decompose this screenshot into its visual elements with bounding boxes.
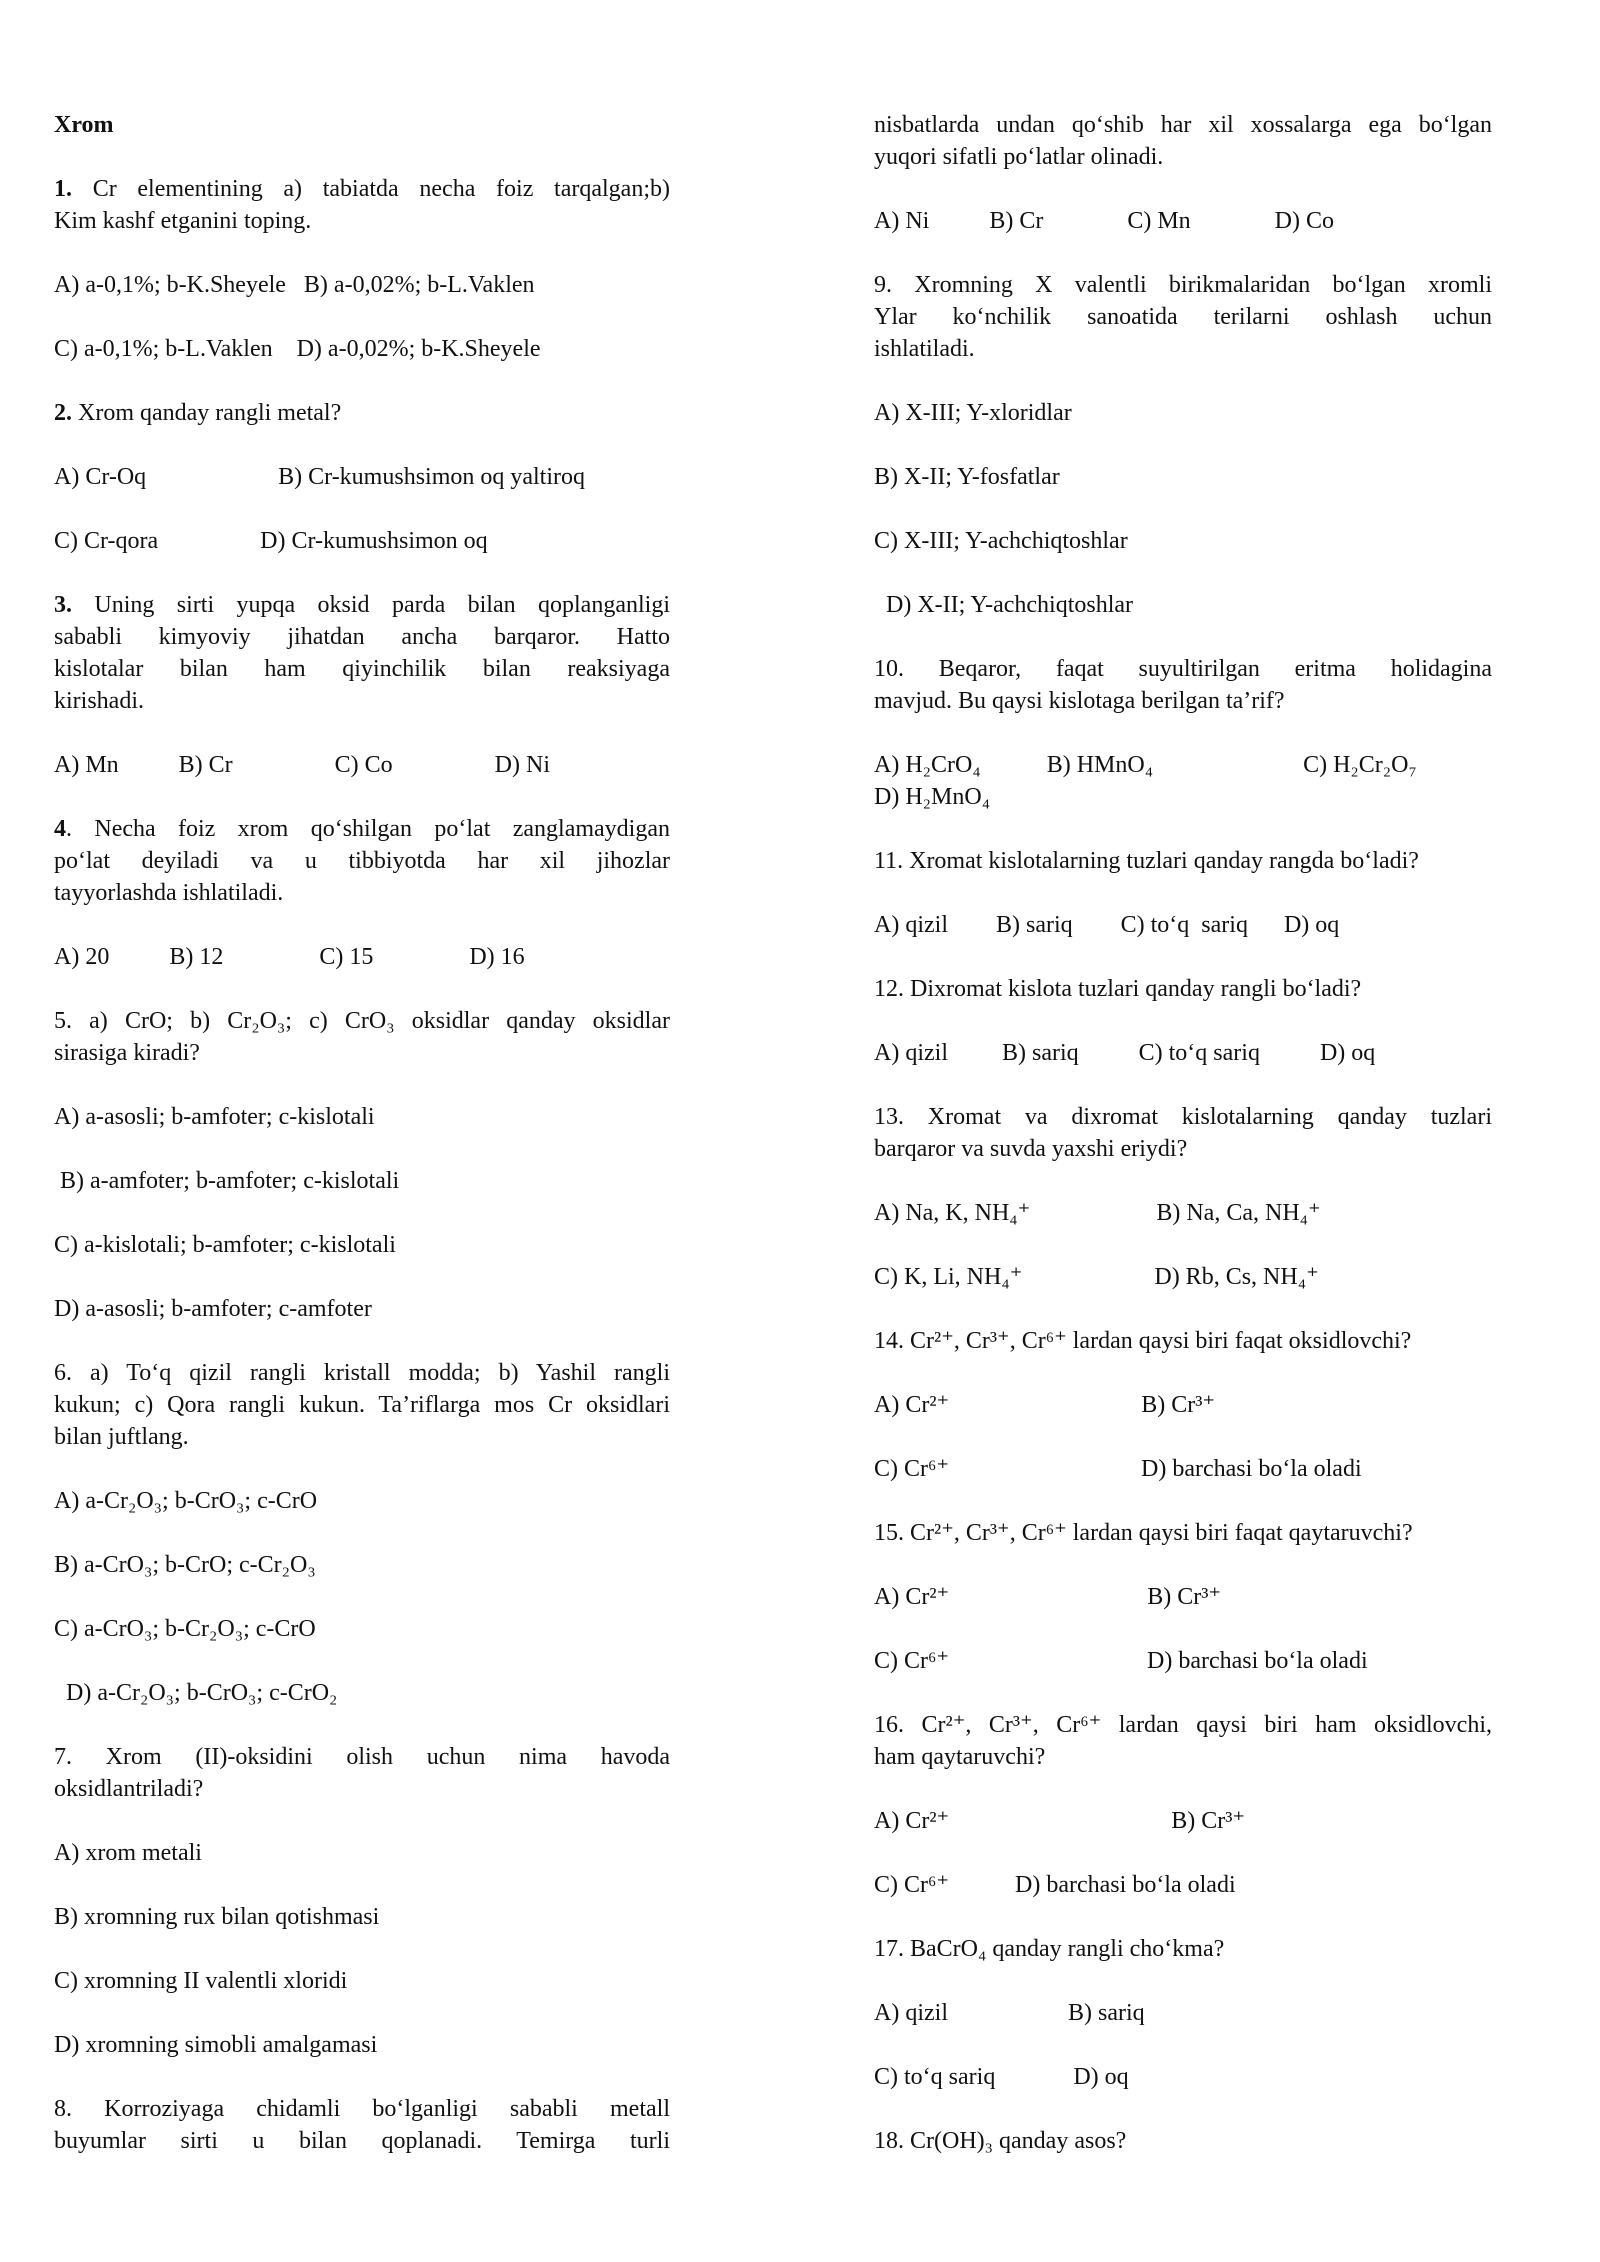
text-line: 3. Uning sirti yupqa oksid parda bilan qoplanganligi [54,592,670,618]
text-line: 6. a) To‘q qizil rangli kristall modda; b) Yashil rangli [54,1360,670,1386]
text-line: A) H₂CrO₄ B) HMnO₄ C) H₂Cr₂O₇ [874,752,1417,778]
text-line: A) Cr-Oq B) Cr-kumushsimon oq yaltiroq [54,464,586,490]
text-line: 13. Xromat va dixromat kislotalarning qanday tuzlari [874,1104,1492,1130]
text-line: A) 20 B) 12 C) 15 D) 16 [54,944,525,970]
text-line: Ylar ko‘nchilik sanoatida terilarni oshlash uchun [874,304,1492,330]
text-line: 1. Cr elementining a) tabiatda necha foiz tarqalgan;b) [54,176,670,202]
text-line: A) Na, K, NH₄⁺ B) Na, Ca, NH₄⁺ [874,1200,1321,1226]
text-line: B) xromning rux bilan qotishmasi [54,1904,380,1930]
text-line: D) H₂MnO₄ [874,784,991,810]
text-line: C) xromning II valentli xloridi [54,1968,348,1994]
text-line: A) a-Cr₂O₃; b-CrO₃; c-CrO [54,1488,318,1514]
text-line: 17. BaCrO₄ qanday rangli cho‘kma? [874,1936,1225,1962]
text-line: 15. Cr²⁺, Cr³⁺, Cr⁶⁺ lardan qaysi biri faqat qaytaruvchi? [874,1520,1413,1546]
text-line: Kim kashf etganini toping. [54,208,312,234]
text-line: ishlatiladi. [874,336,975,362]
text-line: oksidlantriladi? [54,1776,204,1802]
text-line: A) qizil B) sariq C) to‘q sariq D) oq [874,912,1340,938]
text-line: Xrom [54,112,114,138]
text-line: A) Mn B) Cr C) Co D) Ni [54,752,550,778]
text-line: bilan juftlang. [54,1424,189,1450]
text-line: C) to‘q sariq D) oq [874,2064,1129,2090]
text-line: A) xrom metali [54,1840,202,1866]
text-line: A) Cr²⁺ B) Cr³⁺ [874,1392,1216,1418]
text-line: D) X-II; Y-achchiqtoshlar [874,592,1134,618]
text-line: A) Ni B) Cr C) Mn D) Co [874,208,1334,234]
text-line: 8. Korroziyaga chidamli bo‘lganligi sababli metall [54,2096,670,2122]
text-line: barqaror va suvda yaxshi eriydi? [874,1136,1188,1162]
text-line: A) X-III; Y-xloridlar [874,400,1072,426]
text-line: C) Cr⁶⁺ D) barchasi bo‘la oladi [874,1456,1362,1482]
text-line: 9. Xromning X valentli birikmalaridan bo‘lgan xromli [874,272,1492,298]
text-line: D) a-Cr₂O₃; b-CrO₃; c-CrO₂ [54,1680,338,1706]
text-line: buyumlar sirti u bilan qoplanadi. Temirga turli [54,2128,670,2154]
text-line: 11. Xromat kislotalarning tuzlari qanday rangda bo‘ladi? [874,848,1419,874]
text-line: B) a-CrO₃; b-CrO; c-Cr₂O₃ [54,1552,316,1578]
text-line: ham qaytaruvchi? [874,1744,1046,1770]
text-line: tayyorlashda ishlatiladi. [54,880,284,906]
text-line: kukun; c) Qora rangli kukun. Ta’riflarga mos Cr oksidlari [54,1392,670,1418]
text-line: 10. Beqaror, faqat suyultirilgan eritma holidagina [874,656,1492,682]
text-line: 12. Dixromat kislota tuzlari qanday rangli bo‘ladi? [874,976,1362,1002]
text-line: mavjud. Bu qaysi kislotaga berilgan ta’rif? [874,688,1285,714]
text-line: A) qizil B) sariq C) to‘q sariq D) oq [874,1040,1376,1066]
text-line: C) K, Li, NH₄⁺ D) Rb, Cs, NH₄⁺ [874,1264,1319,1290]
text-line: A) qizil B) sariq [874,2000,1145,2026]
text-line: C) Cr⁶⁺ D) barchasi bo‘la oladi [874,1872,1236,1898]
text-line: A) Cr²⁺ B) Cr³⁺ [874,1808,1246,1834]
text-line: C) Cr⁶⁺ D) barchasi bo‘la oladi [874,1648,1368,1674]
text-line: B) X-II; Y-fosfatlar [874,464,1060,490]
text-line: yuqori sifatli po‘latlar olinadi. [874,144,1164,170]
text-line: C) a-0,1%; b-L.Vaklen D) a-0,02%; b-K.Sheyele [54,336,541,362]
text-line: kirishadi. [54,688,144,714]
text-line: C) a-kislotali; b-amfoter; c-kislotali [54,1232,396,1258]
text-line: 16. Cr²⁺, Cr³⁺, Cr⁶⁺ lardan qaysi biri ham oksidlovchi, [874,1712,1492,1738]
text-line: 5. a) CrO; b) Cr₂O₃; c) CrO₃ oksidlar qanday oksidlar [54,1008,670,1034]
text-line: A) a-asosli; b-amfoter; c-kislotali [54,1104,375,1130]
text-line: sababli kimyoviy jihatdan ancha barqaror. Hatto [54,624,670,650]
text-line: B) a-amfoter; b-amfoter; c-kislotali [54,1168,400,1194]
text-line: kislotalar bilan ham qiyinchilik bilan reaksiyaga [54,656,670,682]
text-line: C) Cr-qora D) Cr-kumushsimon oq [54,528,488,554]
text-line: nisbatlarda undan qo‘shib har xil xossalarga ega bo‘lgan [874,112,1492,138]
text-line: sirasiga kiradi? [54,1040,200,1066]
text-line: D) a-asosli; b-amfoter; c-amfoter [54,1296,372,1322]
text-line: 18. Cr(OH)₃ qanday asos? [874,2128,1127,2154]
text-line: C) a-CrO₃; b-Cr₂O₃; c-CrO [54,1616,316,1642]
text-line: po‘lat deyiladi va u tibbiyotda har xil jihozlar [54,848,670,874]
text-line: 4. Necha foiz xrom qo‘shilgan po‘lat zanglamaydigan [54,816,670,842]
text-line: A) a-0,1%; b-K.Sheyele B) a-0,02%; b-L.Vaklen [54,272,535,298]
text-line: 2. Xrom qanday rangli metal? [54,400,342,426]
text-line: A) Cr²⁺ B) Cr³⁺ [874,1584,1222,1610]
text-line: D) xromning simobli amalgamasi [54,2032,378,2058]
text-line: 7. Xrom (II)-oksidini olish uchun nima havoda [54,1744,670,1770]
text-line: 14. Cr²⁺, Cr³⁺, Cr⁶⁺ lardan qaysi biri faqat oksidlovchi? [874,1328,1412,1354]
text-line: C) X-III; Y-achchiqtoshlar [874,528,1128,554]
